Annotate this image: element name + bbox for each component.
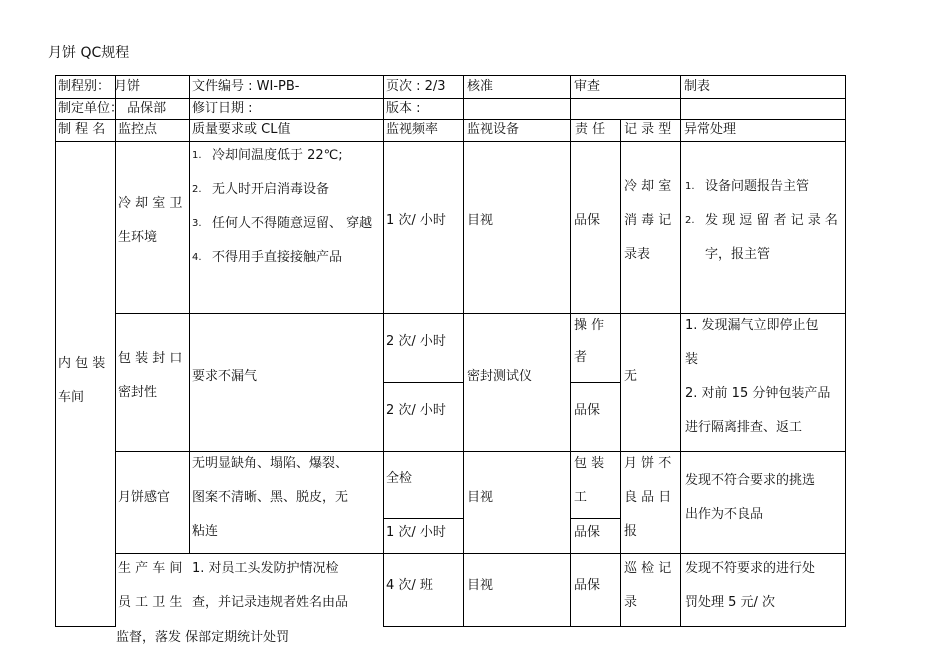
sealing-frequency-b: 2 次/ 小时 (386, 403, 446, 418)
sealing-action-line4: 进行隔离排查、返工 (685, 420, 803, 435)
list-item: 2. 无人时开启消毒设备 (192, 182, 330, 197)
document-title: 月饼 QC规程 (48, 45, 130, 61)
hygiene-responsibility: 品保 (574, 578, 601, 593)
sensory-responsibility-a-line2: 工 (574, 490, 588, 505)
sealing-point-line2: 密封性 (118, 385, 158, 400)
cooling-frequency: 1 次/ 小时 (386, 213, 446, 228)
hygiene-point-line2: 员 工 卫 生 (118, 595, 183, 610)
col-header-equipment: 监视设备 (467, 122, 520, 137)
review-label: 审查 (574, 79, 601, 94)
sensory-req-line2: 图案不清晰、黑、脱皮，无 (192, 490, 349, 505)
hygiene-action-line2: 罚处理 5 元/ 次 (685, 595, 776, 610)
col-header-record: 记 录 型 (624, 122, 672, 137)
col-header-frequency: 监视频率 (386, 122, 439, 137)
cooling-point-line2: 生环境 (118, 230, 158, 245)
sensory-action-line1: 发现不符合要求的挑选 (685, 473, 816, 488)
sealing-action-line1: 1. 发现漏气立即停止包 (685, 318, 819, 333)
cooling-equipment: 目视 (467, 213, 494, 228)
page-number-label: 页次 : 2/3 (386, 79, 446, 94)
list-item: 1. 冷却间温度低于 22℃; (192, 148, 343, 163)
col-header-process: 制 程 名 (58, 122, 106, 137)
sensory-equipment: 目视 (467, 490, 494, 505)
hygiene-req-line1: 1. 对员工头发防护情况检 (192, 561, 339, 576)
sensory-responsibility-a-line1: 包 装 (574, 456, 605, 471)
col-header-requirement: 质量要求或 CL值 (192, 122, 291, 137)
continuation-text: 监督，落发 保部定期统计处罚 (116, 630, 290, 645)
sensory-action-line2: 出作为不良品 (685, 507, 764, 522)
sealing-responsibility-a-line1: 操 作 (574, 318, 605, 333)
sealing-action-line3: 2. 对前 15 分钟包装产品 (685, 386, 831, 401)
sealing-frequency-a: 2 次/ 小时 (386, 334, 446, 349)
hygiene-action-line1: 发现不符要求的进行处 (685, 561, 816, 576)
cooling-record-line3: 录表 (624, 247, 651, 262)
sealing-record: 无 (624, 369, 638, 384)
col-header-responsibility: 责 任 (575, 122, 606, 137)
sensory-responsibility-b: 品保 (574, 525, 601, 540)
sensory-record-line1: 月 饼 不 (624, 456, 672, 471)
col-header-exception: 异常处理 (684, 122, 737, 137)
prepared-label: 制表 (684, 79, 711, 94)
department-label: 制定单位： 品保部 (58, 101, 167, 116)
col-header-control-point: 监控点 (118, 122, 158, 137)
cooling-record-line1: 冷 却 室 (624, 179, 672, 194)
list-item: 3. 任何人不得随意逗留、 穿越 (192, 216, 373, 231)
list-item: 2. 发 现 逗 留 者 记 录 名字，报主管 (685, 213, 838, 262)
cooling-requirements (190, 139, 383, 275)
approval-label: 核准 (467, 79, 494, 94)
hygiene-record-line1: 巡 检 记 (624, 561, 672, 576)
hygiene-point-line1: 生 产 车 间 (118, 561, 183, 576)
doc-number-label: 文件编号 : WI-PB- (192, 79, 300, 94)
process-type-label: 制程别： 月饼 (58, 79, 141, 94)
list-item: 4. 不得用手直接接触产品 (192, 250, 343, 265)
hygiene-equipment: 目视 (467, 578, 494, 593)
sensory-req-line3: 粘连 (192, 524, 219, 539)
hygiene-req-line2: 查，并记录违规者姓名由品 (192, 595, 349, 610)
sealing-action-line2: 装 (685, 352, 699, 367)
sensory-req-line1: 无明显缺角、塌陷、爆裂、 (192, 456, 349, 471)
sealing-responsibility-b: 品保 (574, 403, 601, 418)
cooling-exception-handling (683, 170, 845, 272)
sensory-record-line3: 报 (624, 524, 638, 539)
process-name-line2: 车间 (58, 390, 85, 405)
sealing-responsibility-a-line2: 者 (574, 350, 588, 365)
process-name-line1: 内 包 装 (58, 356, 106, 371)
sensory-record-line2: 良 品 日 (624, 490, 672, 505)
version-label: 版本 : (386, 101, 421, 116)
sealing-equipment: 密封测试仪 (467, 369, 533, 384)
sensory-frequency-a: 全检 (386, 471, 413, 486)
sensory-frequency-b: 1 次/ 小时 (386, 525, 446, 540)
hygiene-frequency: 4 次/ 班 (386, 578, 433, 593)
cooling-point-line1: 冷 却 室 卫 (118, 196, 183, 211)
list-item: 1. 设备问题报告主管 (685, 179, 810, 194)
hygiene-record-line2: 录 (624, 595, 638, 610)
revision-date-label: 修订日期 : (192, 101, 253, 116)
sealing-point-line1: 包 装 封 口 (118, 351, 183, 366)
cooling-record-line2: 消 毒 记 (624, 213, 672, 228)
sensory-point: 月饼感官 (118, 490, 171, 505)
cooling-responsibility: 品保 (574, 213, 601, 228)
sealing-requirement: 要求不漏气 (192, 369, 258, 384)
